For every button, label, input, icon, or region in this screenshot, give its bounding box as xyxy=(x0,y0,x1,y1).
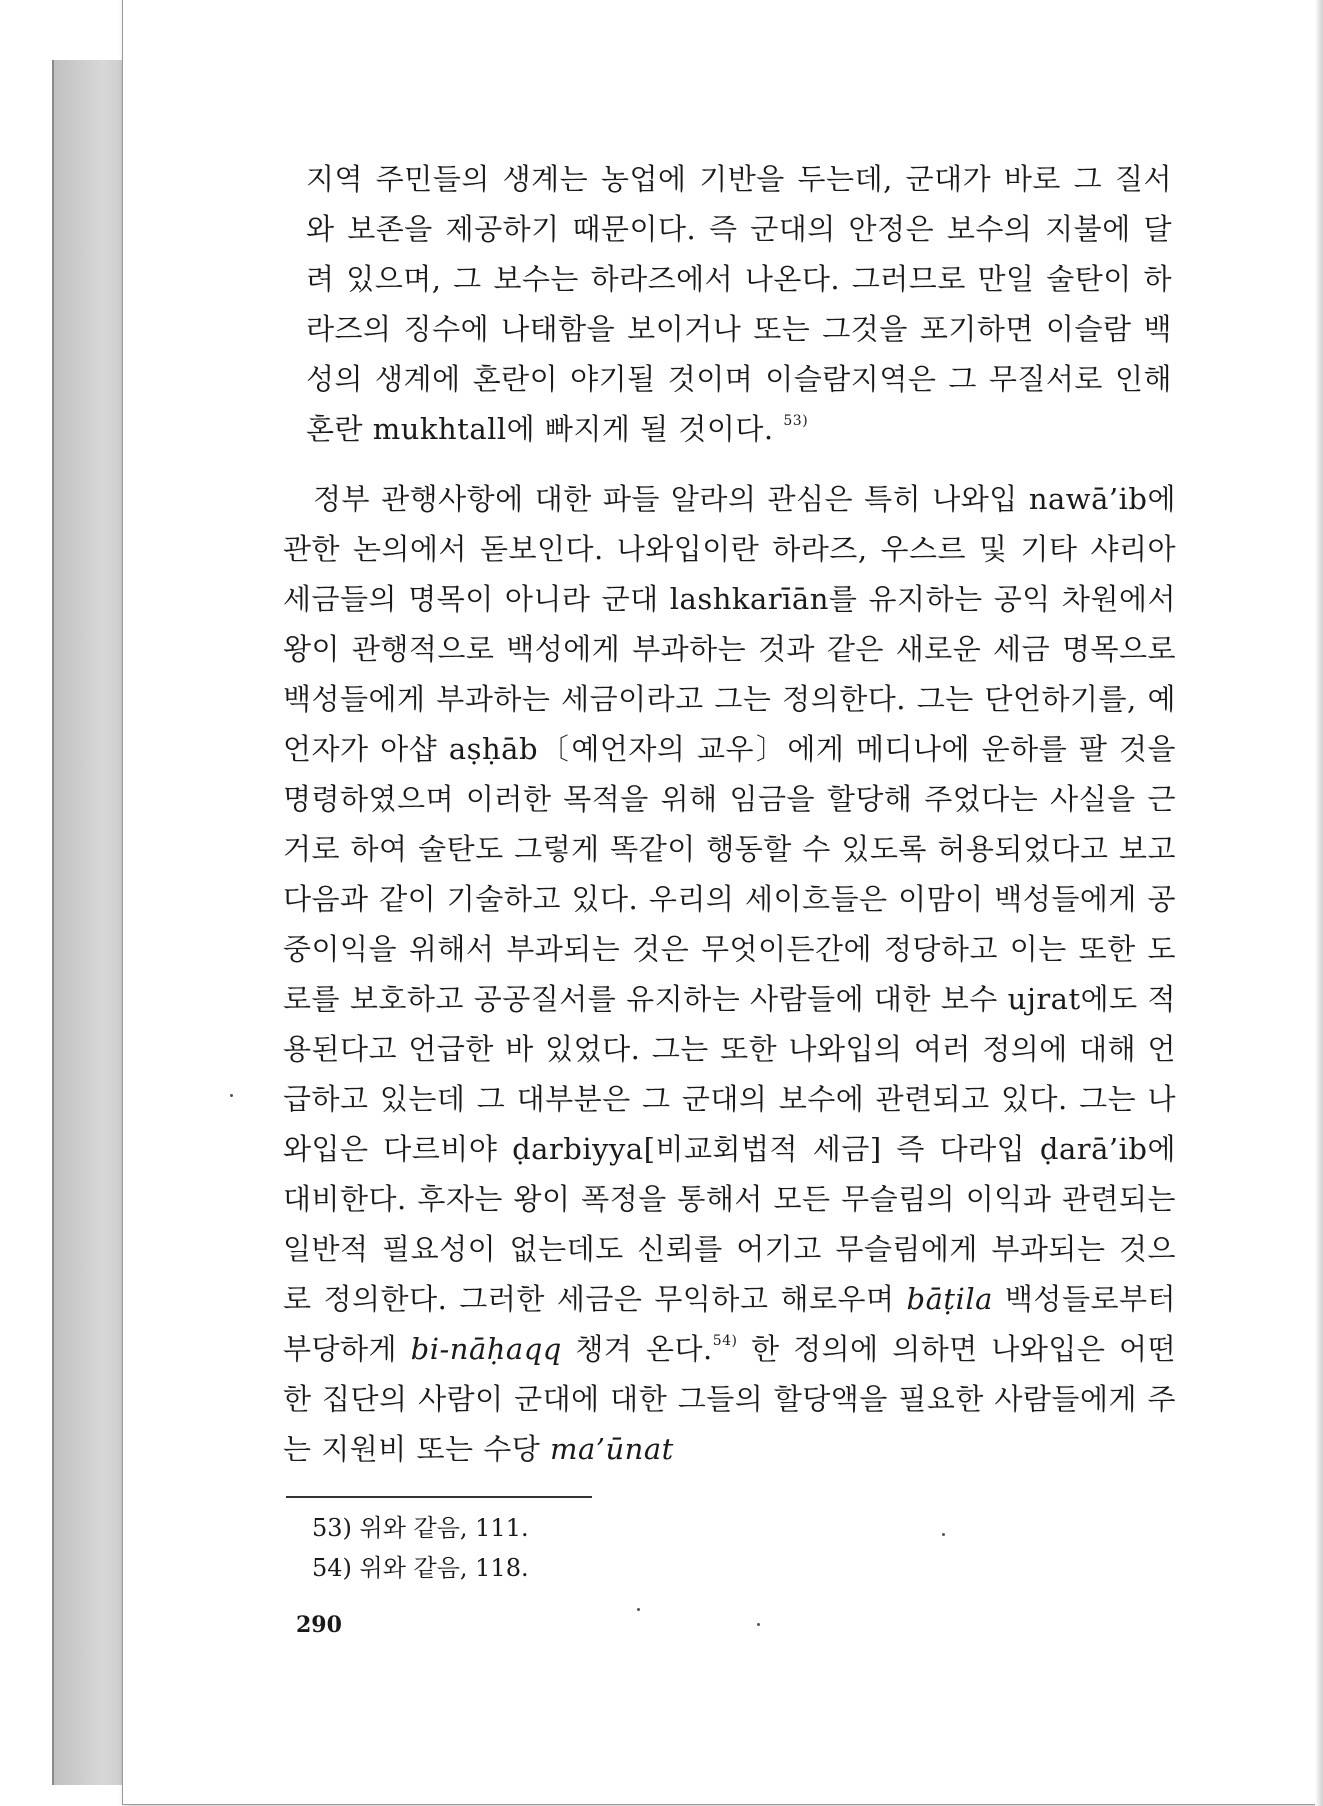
block-quote xyxy=(306,154,1172,454)
body-text-part3: 챙겨 온다. xyxy=(561,1332,713,1366)
block-quote-text: 지역 주민들의 생계는 농업에 기반을 두는데, 군대가 바로 그 질서와 보존을 제공하기 때문이다. 즉 군대의 안정은 보수의 지불에 달려 있으며, 그 보수는 하라즈에서 나온다. 그러므로 만일 술탄이 하라즈의 징수에 나태함을 보이거나 또는 그것을 포기하면 이슬람 백성의 생계에 혼란이 야기될 것이며 이슬람지역은 그 무질서로 인해 혼란 mukhtall에 빠지게 될 것이다. xyxy=(306,162,1172,446)
page-number: 290 xyxy=(296,1612,342,1638)
italic-term-maunat: ma’ūnat xyxy=(550,1432,674,1466)
body-paragraph xyxy=(283,474,1176,1474)
footnote-divider xyxy=(286,1496,592,1498)
body-paragraph-text xyxy=(283,474,1176,1474)
body-text-part4: 한 정의에 의하면 나와입은 어떤 한 집단의 사람이 군대에 대한 그들의 할당액을 필요한 사람들에게 주는 지원비 또는 수당 xyxy=(283,1332,1176,1466)
italic-term-batila: bāṭila xyxy=(906,1282,993,1316)
page-edge-shadow xyxy=(1315,0,1323,1806)
italic-term-bi-nahaqq: bi-nāḥaqq xyxy=(410,1332,562,1366)
body-text-part2: 백성들로부터 부당하게 xyxy=(283,1282,1176,1366)
footnotes xyxy=(312,1508,529,1588)
scan-speck xyxy=(757,1623,760,1626)
footnote-53: 53) 위와 같음, 111. xyxy=(312,1514,529,1542)
scan-speck xyxy=(942,1533,945,1536)
body-text-part1: 정부 관행사항에 대한 파들 알라의 관심은 특히 나와입 nawā’ib에 관한 논의에서 돋보인다. 나와입이란 하라즈, 우스르 및 기타 샤리아 세금들의 명목이 아니라 군대 lashkarīān를 유지하는 공익 차원에서 왕이 관행적으로 백성에게 부과하는 것과 같은 새로운 세금 명목으로 백성들에게 부과하는 세금이라고 그는 정의한다. 그는 단언하기를, 예언자가 아샵 aṣḥāb〔예언자의 교우〕에게 메디나에 운하를 팔 것을 명령하였으며 이러한 목적을 위해 임금을 할당해 주었다는 사실을 근거로 하여 술탄도 그렇게 똑같이 행동할 수 있도록 허용되었다고 보고 다음과 같이 기술하고 있다. 우리의 세이흐들은 이맘이 백성들에게 공중이익을 위해서 부과되는 것은 무엇이든간에 정당하고 이는 또한 도로를 보호하고 공공질서를 유지하는 사람들에 대한 보수 ujrat에도 적용된다고 언급한 바 있었다. 그는 또한 나와입의 여러 정의에 대해 언급하고 있는데 그 대부분은 그 군대의 보수에 관련되고 있다. 그는 나와입은 다르비야 ḍarbiyya[비교회법적 세금] 즉 다라입 ḍarā’ib에 대비한다. 후자는 왕이 폭정을 통해서 모든 무슬림의 이익과 관련되는 일반적 필요성이 없는데도 신뢰를 어기고 무슬림에게 부과되는 것으로 정의한다. 그러한 세금은 무익하고 해로우며 xyxy=(283,482,1176,1316)
footnote-ref-53: 53) xyxy=(783,413,809,429)
scan-speck xyxy=(637,1608,640,1611)
footnote-54: 54) 위와 같음, 118. xyxy=(312,1554,529,1582)
book-spine xyxy=(52,60,124,1785)
scan-speck xyxy=(230,1094,233,1097)
footnote-ref-54: 54) xyxy=(712,1333,738,1349)
